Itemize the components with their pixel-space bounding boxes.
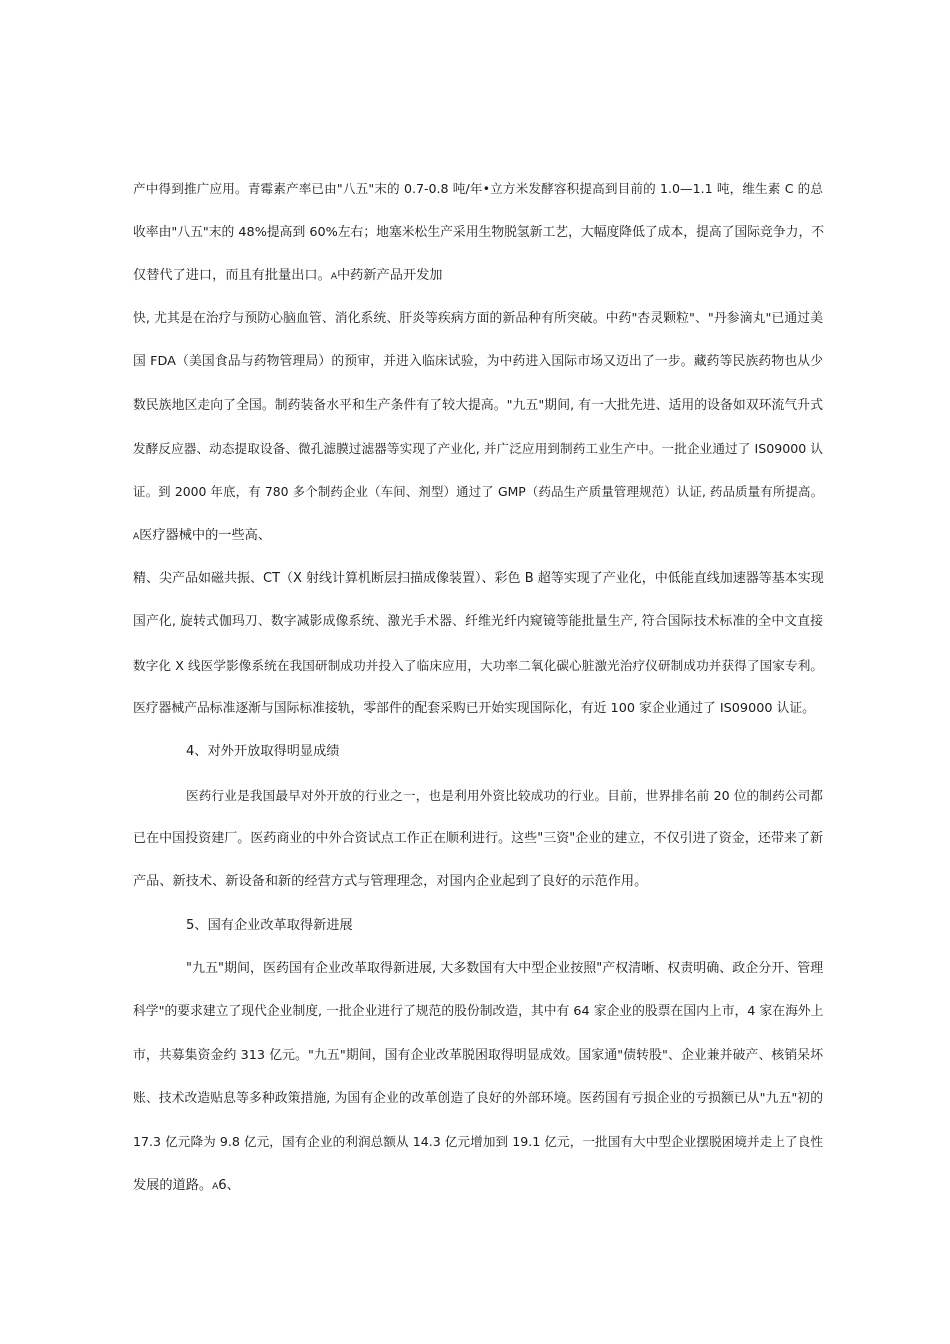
text-line-8: 证。到 2000 年底，有 780 多个制药企业（车间、剂型）通过了 GMP（药品生产质量管理规范）认证, 药品质量有所提高。	[133, 484, 823, 499]
text-line-10: 精、尖产品如磁共振、CT（X 射线计算机断层扫描成像装置）、彩色 B 超等实现了产业化，中低能直线加速器等基本实现	[133, 571, 824, 586]
para5-line-6	[133, 1176, 823, 1197]
text-line-13: 医疗器械产品标准逐渐与国际标准接轨，零部件的配套采购已开始实现国际化，有近 100 家企业通过了 IS09000 认证。	[133, 701, 815, 716]
text-line-3-main: 仅替代了进口，而且有批量出口。	[133, 268, 331, 283]
section-heading-5: 5、国有企业改革取得新进展	[186, 918, 353, 933]
text-line-9-main: 医疗器械中的一些高、	[139, 528, 272, 543]
text-line-1: 产中得到推广应用。青霉素产率已由"八五"末的 0.7-0.8 吨/年•立方米发酵容积提高到目前的 1.0—1.1 吨，维生素 C 的总	[133, 181, 823, 196]
text-line-6: 数民族地区走向了全国。制药装备水平和生产条件有了较大提高。"九五"期间, 有一大批先进、适用的设备如双环流气升式	[133, 398, 823, 413]
marker-a: A	[212, 1182, 219, 1192]
para4-line-2: 已在中国投资建厂。医药商业的中外合资试点工作正在顺利进行。这些"三资"企业的建立，不仅引进了资金，还带来了新	[133, 831, 823, 846]
text-line-3	[133, 266, 823, 287]
para5-line-3: 市，共募集资金约 313 亿元。"九五"期间，国有企业改革脱困取得明显成效。国家通"债转股"、企业兼并破产、核销呆坏	[133, 1048, 823, 1063]
para4-line-3: 产品、新技术、新设备和新的经营方式与管理理念，对国内企业起到了良好的示范作用。	[133, 874, 648, 889]
text-line-7: 发酵反应器、动态提取设备、微孔滤膜过滤器等实现了产业化, 并广泛应用到制药工业生产中。一批企业通过了 IS09000 认	[133, 441, 823, 456]
text-line-12: 数字化 X 线医学影像系统在我国研制成功并投入了临床应用，大功率二氧化碳心脏激光治疗仪研制成功并获得了国家专利。	[133, 658, 823, 673]
para5-line-5: 17.3 亿元降为 9.8 亿元，国有企业的利润总额从 14.3 亿元增加到 19.1 亿元，一批国有大中型企业摆脱困境并走上了良性	[133, 1134, 823, 1149]
para4-line-1: 医药行业是我国最早对外开放的行业之一，也是利用外资比较成功的行业。目前，世界排名前 20 位的制药公司都	[186, 788, 823, 803]
marker-a: A	[330, 272, 337, 282]
text-line-2: 收率由"八五"末的 48%提高到 60%左右；地塞米松生产采用生物脱氢新工艺，大幅度降低了成本，提高了国际竞争力，不	[133, 225, 825, 240]
text-line-5: 国 FDA（美国食品与药物管理局）的预审，并进入临床试验，为中药进入国际市场又迈出了一步。藏药等民族药物也从少	[133, 354, 823, 369]
marker-a: A	[133, 532, 140, 542]
section-heading-4: 4、对外开放取得明显成绩	[186, 744, 340, 759]
text-line-9	[133, 526, 823, 547]
para5-line-4: 账、技术改造贴息等多种政策措施, 为国有企业的改革创造了良好的外部环境。医药国有亏损企业的亏损额已从"九五"初的	[133, 1091, 823, 1106]
text-line-4: 快, 尤其是在治疗与预防心脑血管、消化系统、肝炎等疾病方面的新品种有所突破。中药"杏灵颗粒"、"丹参滴丸"已通过美	[133, 311, 823, 326]
para5-line-6-tail: 6、	[218, 1178, 240, 1193]
para5-line-2: 科学"的要求建立了现代企业制度, 一批企业进行了规范的股份制改造，其中有 64 家企业的股票在国内上市，4 家在海外上	[133, 1004, 824, 1019]
text-line-11: 国产化, 旋转式伽玛刀、数字减影成像系统、激光手术器、纤维光纤内窥镜等能批量生产, 符合国际技术标准的全中文直接	[133, 614, 823, 629]
para5-line-6-main: 发展的道路。	[133, 1178, 213, 1193]
para5-line-1: "九五"期间，医药国有企业改革取得新进展, 大多数国有大中型企业按照"产权清晰、权责明确、政企分开、管理	[186, 961, 824, 976]
text-line-3-tail: 中药新产品开发加	[336, 268, 443, 283]
